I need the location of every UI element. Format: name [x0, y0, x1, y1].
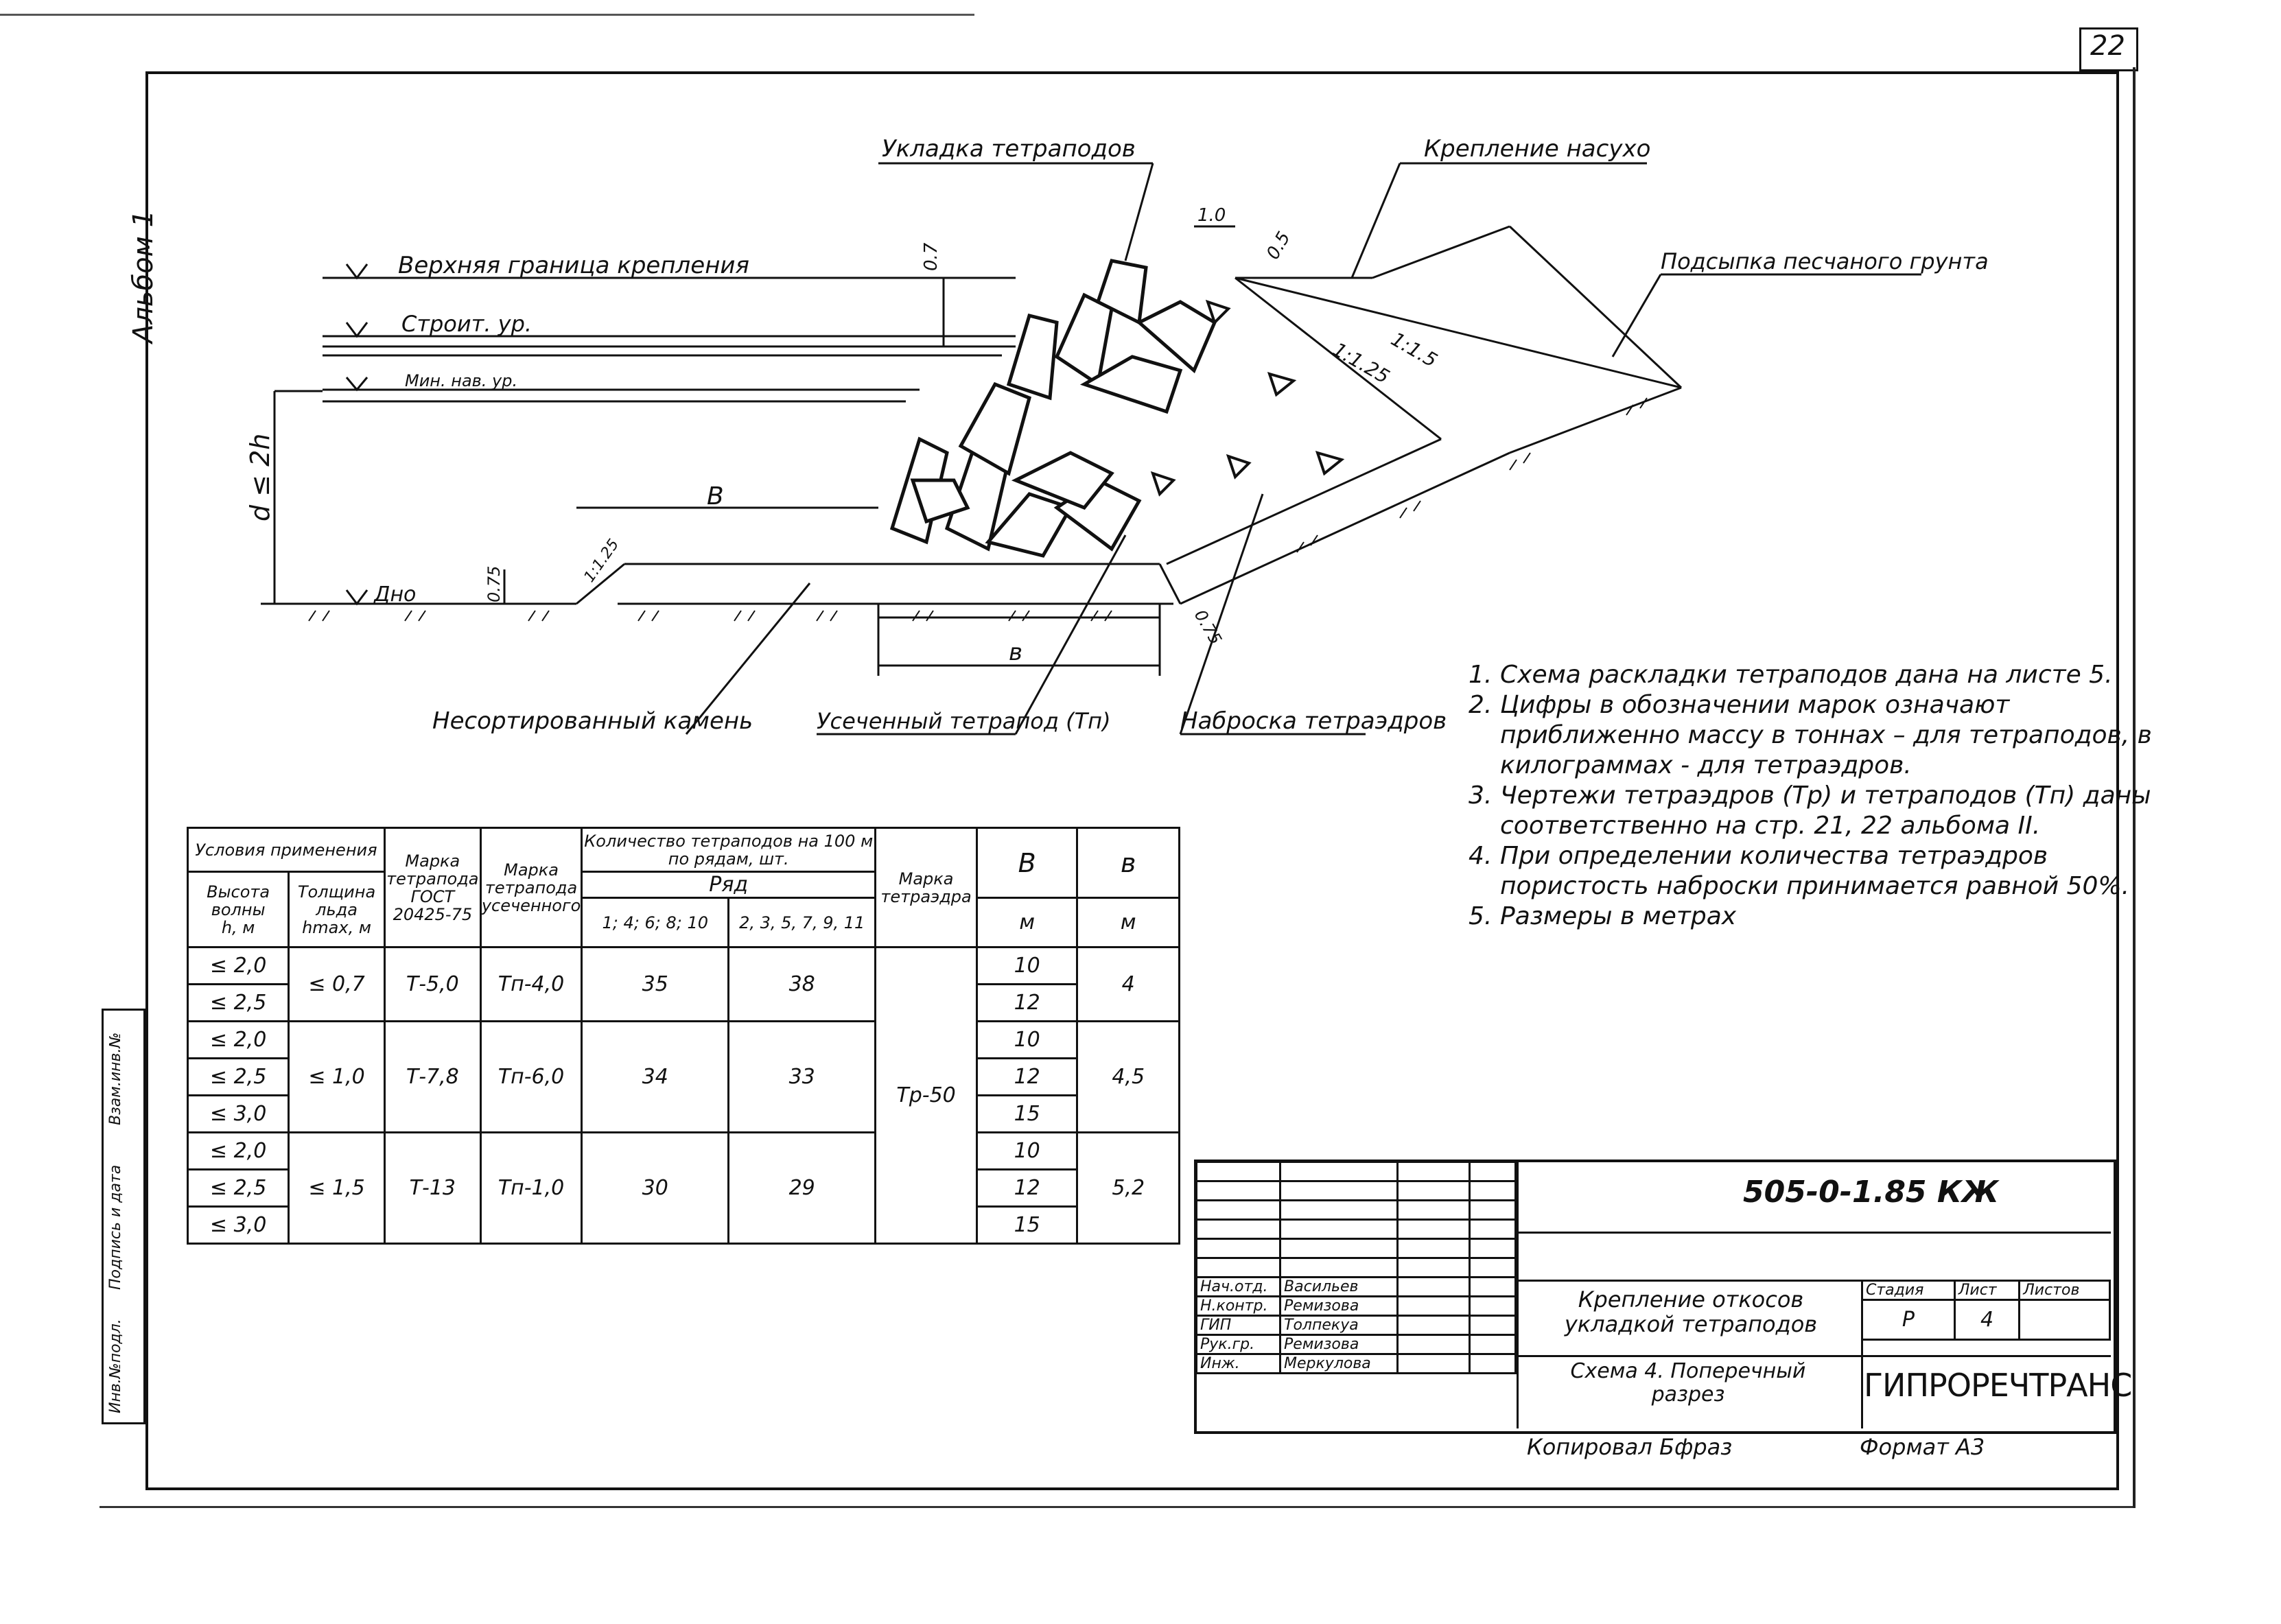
drawing-subtitle: Схема 4. Поперечный разрез [1570, 1359, 1806, 1407]
dim-d-le-2h: d ≤ 2h [245, 433, 275, 521]
header-tetrahedron-mark: Марка тетраэдра [876, 828, 977, 948]
stage-label: Стадия [1862, 1281, 1955, 1300]
table-row: ≤ 2,0 ≤ 0,7 Т-5,0 Тп-4,0 35 38 Тр-50 10 4 [188, 948, 1180, 985]
header-b-unit: м [1077, 898, 1180, 948]
label-top-boundary: Верхняя граница крепления [398, 252, 749, 279]
note-item: 5. Размеры в метрах [1469, 902, 1737, 930]
dim-slope-1-25-left: 1:1.25 [581, 536, 623, 586]
signer-row: Нач.отд. Васильев [1197, 1278, 1516, 1297]
side-stamp-inv: Инв.№подл. [107, 1319, 124, 1413]
side-stamp-replace: Взам.инв.№ [107, 1032, 124, 1125]
header-B-unit: м [976, 898, 1077, 948]
organization-name: ГИПРОРЕЧТРАНС [1864, 1367, 2132, 1404]
sheet-label: Лист [1954, 1281, 2019, 1300]
sheets-value [2020, 1300, 2110, 1340]
dim-slope-1-5: 1:1.5 [1387, 327, 1442, 372]
header-rows: Ряд [582, 872, 876, 898]
header-wave-height: Высота волны h, м [188, 872, 289, 948]
sheets-label: Листов [2020, 1281, 2110, 1300]
label-dry-fixing: Крепление насухо [1424, 135, 1651, 163]
label-sand-fill: Подсыпка песчаного грунта [1661, 248, 1989, 274]
label-constr-level: Строит. ур. [401, 311, 533, 337]
sheet-value: 4 [1954, 1300, 2019, 1340]
note-item: 1. Схема раскладки тетраподов дана на листе 5. [1469, 661, 2113, 689]
label-tetrapod-laying: Укладка тетраподов [882, 135, 1136, 163]
label-min-nav-level: Мин. нав. ур. [405, 371, 518, 390]
signers-table [1195, 1161, 1517, 1374]
table-row: ≤ 3,0 15 [188, 1207, 1180, 1244]
stage-value: Р [1862, 1300, 1955, 1340]
header-quantity: Количество тетраподов на 100 м по рядам, шт. [582, 828, 876, 872]
copied-by: Копировал Бфраз [1527, 1434, 1733, 1460]
dim-0-7: 0.7 [921, 242, 941, 271]
dim-slope-1-25: 1:1.25 [1329, 338, 1394, 388]
title-block-divider [1517, 1160, 1519, 1428]
dim-1-0: 1.0 [1197, 205, 1226, 226]
table-row: ≤ 2,0 ≤ 1,0 Т-7,8 Тп-6,0 34 33 10 4,5 [188, 1022, 1180, 1059]
dim-B-upper: B [707, 482, 724, 510]
signer-row: Рук.гр. Ремизова [1197, 1335, 1516, 1354]
header-conditions: Условия применения [188, 828, 385, 872]
header-B: В [976, 828, 1077, 898]
label-bottom: Дно [374, 582, 417, 607]
title-block-code-divider [1517, 1232, 2111, 1234]
title-block-sub-divider [1517, 1355, 2111, 1357]
page-number: 22 [2090, 30, 2125, 62]
label-unsorted-stone: Несортированный камень [432, 707, 753, 735]
header-rows-a: 1; 4; 6; 8; 10 [582, 898, 729, 948]
table-row: ≤ 2,5 12 [188, 985, 1180, 1022]
signer-row: ГИП Толпекуа [1197, 1316, 1516, 1335]
signer-row: Инж. Меркулова [1197, 1354, 1516, 1374]
table-row: ≤ 2,5 12 [188, 1170, 1180, 1207]
side-stamp-signature: Подпись и дата [107, 1164, 124, 1290]
stage-table [1861, 1280, 2111, 1341]
note-item: 4. При определении количества тетраэдров пористость наброски принимается равной 50%. [1469, 842, 2130, 900]
label-tetrahedron-fill: Наброска тетраэдров [1180, 707, 1447, 735]
dim-0-5: 0.5 [1263, 228, 1295, 263]
spec-table [187, 827, 1180, 1245]
table-row: ≤ 2,5 12 [188, 1059, 1180, 1096]
album-label: Альбом 1 [128, 210, 159, 343]
label-truncated-tetrapod: Усеченный тетрапод (Тп) [817, 708, 1111, 734]
table-row: ≤ 2,0 ≤ 1,5 Т-13 Тп-1,0 30 29 10 5,2 [188, 1133, 1180, 1170]
drawing-title: Крепление откосов укладкой тетраподов [1564, 1286, 1818, 1337]
note-item: 2. Цифры в обозначении марок означают приближенно массу в тоннах – для тетраподов, в килограммах - для тетраэдров. [1469, 691, 2152, 779]
header-rows-b: 2, 3, 5, 7, 9, 11 [729, 898, 876, 948]
tetrahedron-mark-value: Тр-50 [876, 948, 977, 1244]
format-label: Формат А3 [1860, 1434, 1985, 1460]
note-item: 3. Чертежи тетраэдров (Тр) и тетраподов (Тп) даны соответственно на стр. 21, 22 альбома II. [1469, 781, 2151, 840]
dim-0-75-left: 0.75 [484, 565, 504, 602]
header-tetrapod-mark: Марка тетрапода ГОСТ 20425-75 [384, 828, 480, 948]
notes-block [1469, 660, 2155, 932]
table-row: ≤ 3,0 15 [188, 1096, 1180, 1133]
signer-row: Н.контр. Ремизова [1197, 1297, 1516, 1316]
header-truncated-mark: Марка тетрапода усеченного [480, 828, 581, 948]
dim-0-75-right: 0.75 [1190, 607, 1226, 648]
drawing-code: 505-0-1.85 КЖ [1743, 1175, 1999, 1210]
dim-b-lower: в [1009, 639, 1023, 666]
header-ice-thickness: Толщина льда hmax, м [289, 872, 385, 948]
header-b: в [1077, 828, 1180, 898]
